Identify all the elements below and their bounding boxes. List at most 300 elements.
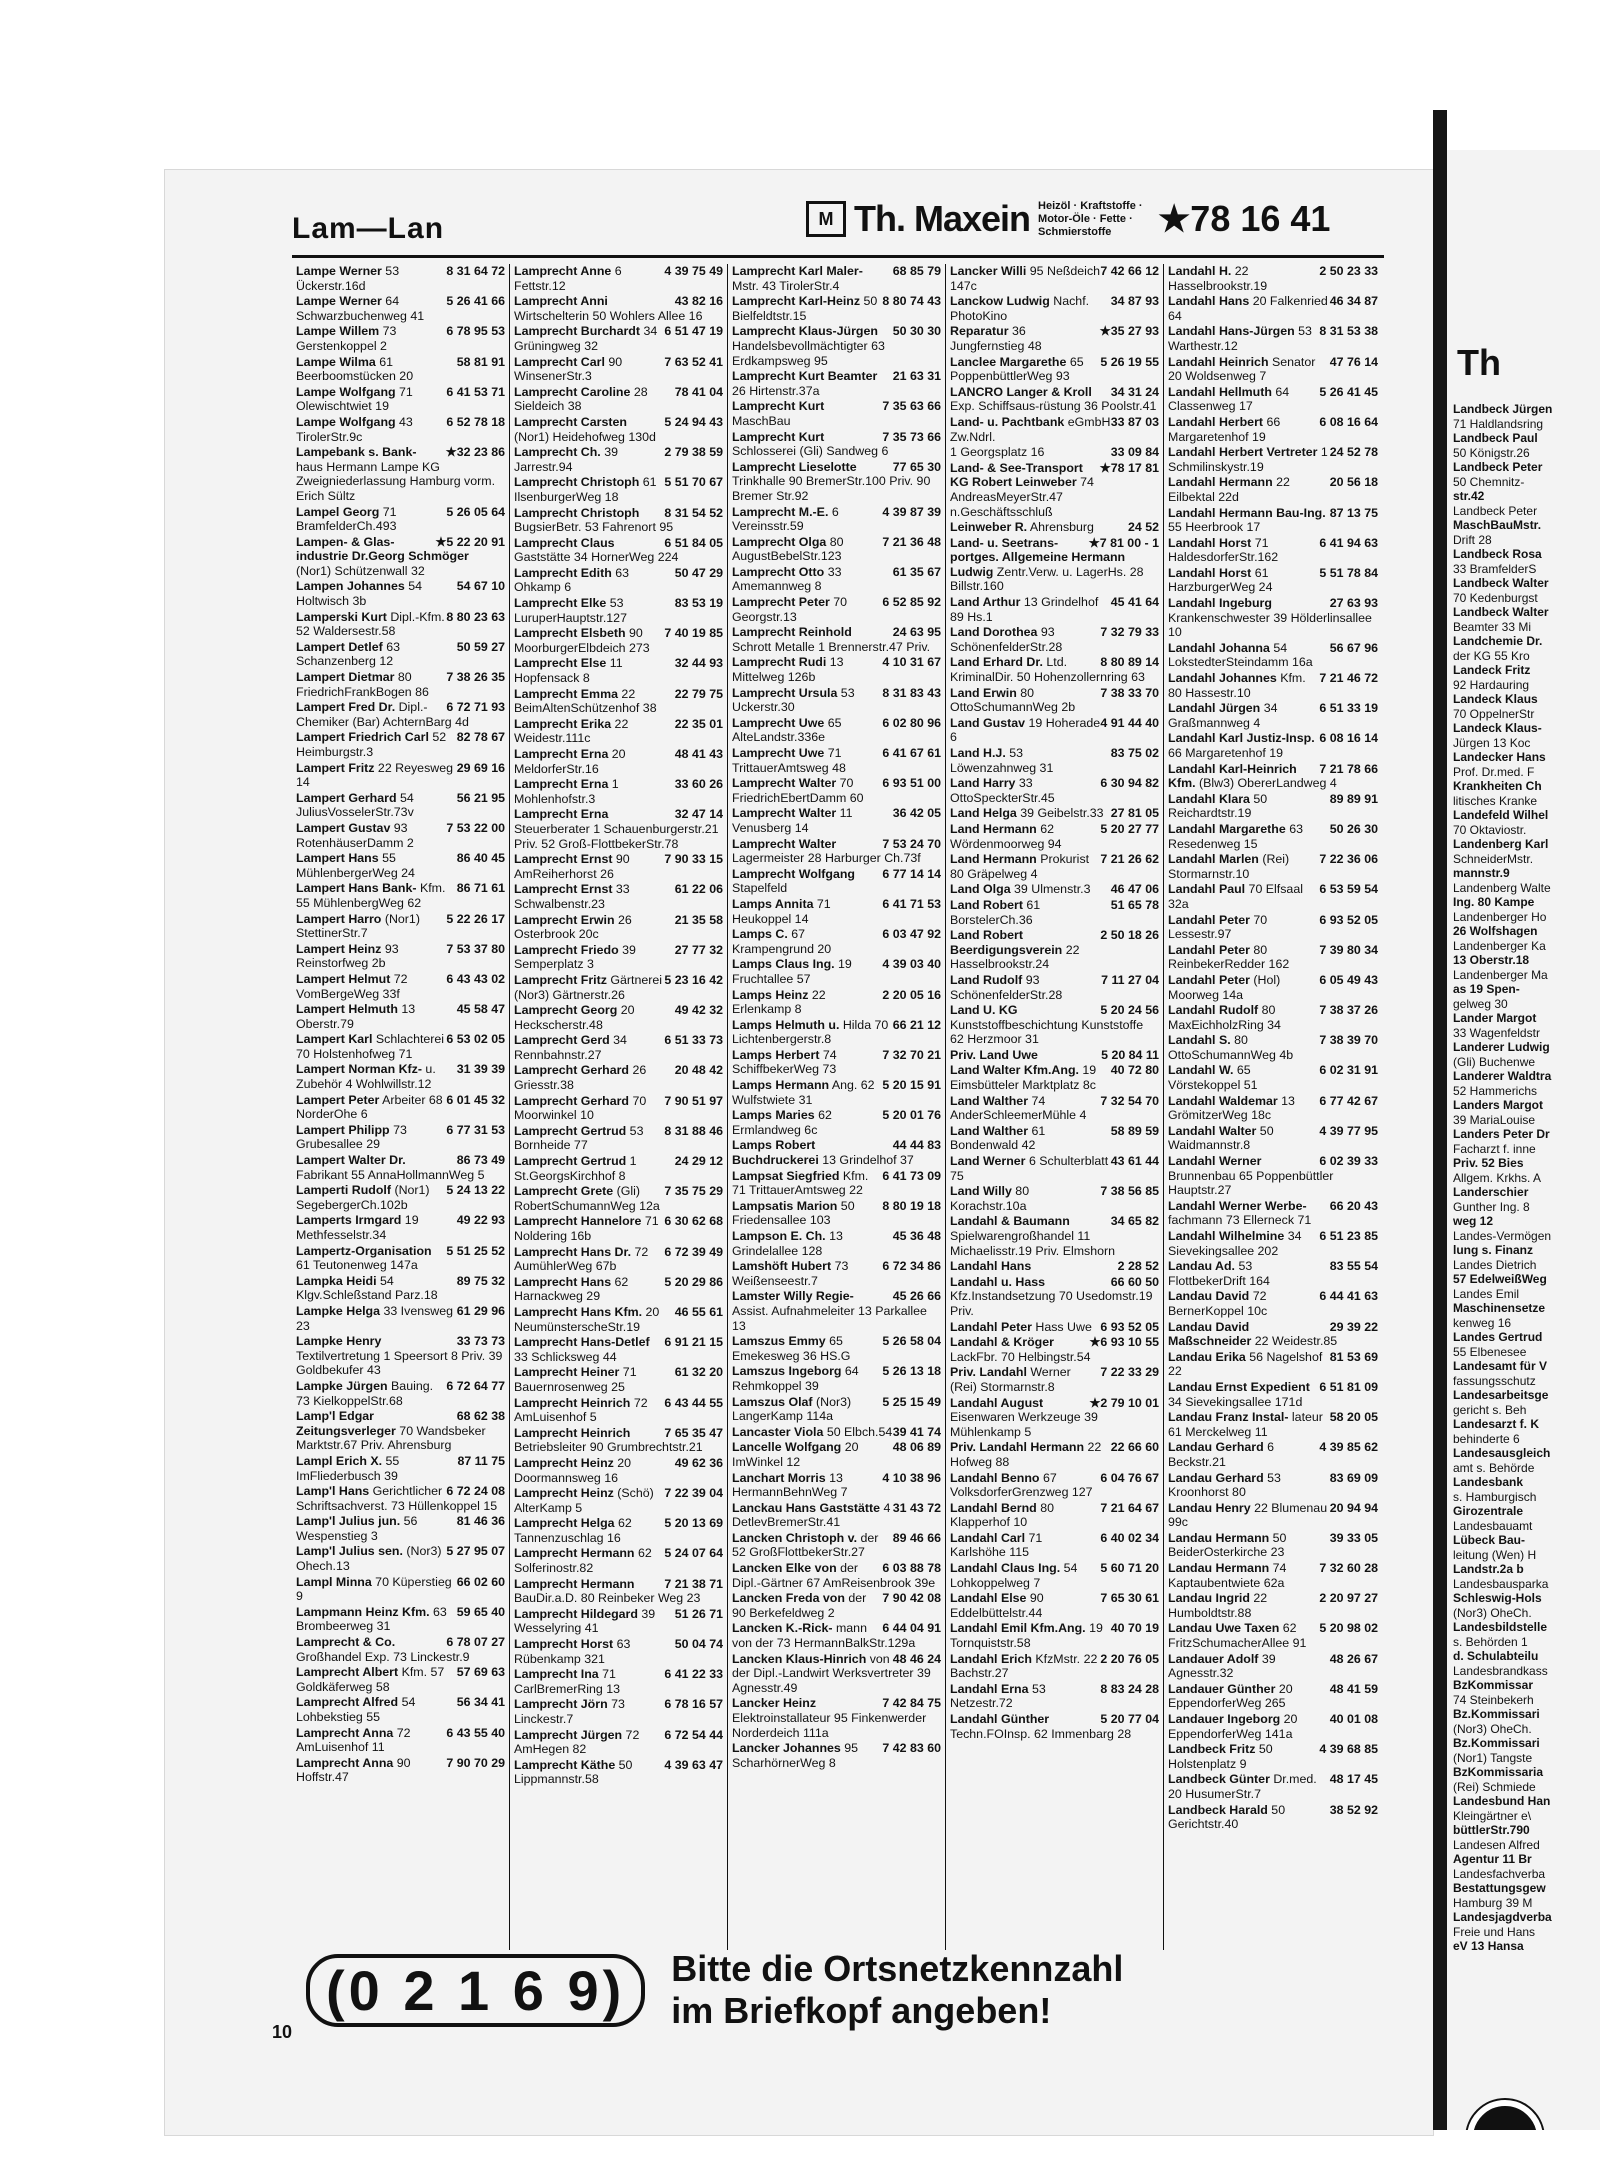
entry-name: Lamprecht Grete: [514, 1184, 614, 1199]
directory-entry: [732, 625, 941, 654]
entry-phone: 7 65 30 61: [1100, 1591, 1159, 1606]
entry-phone: 78 41 04: [674, 384, 723, 399]
directory-entry: [1168, 1003, 1378, 1032]
entry-name: Land Helga: [950, 806, 1017, 821]
entry-detail: 53 Warthestr.12: [1168, 324, 1312, 353]
entry-phone: 8 80 89 14: [1100, 655, 1159, 670]
page-number: 10: [272, 2022, 293, 2042]
entry-name: Lampe Wolfgang: [296, 384, 396, 399]
entry-phone: 6 08 16 64: [1319, 414, 1378, 429]
next-page-line: Landesjagdverba: [1453, 1910, 1552, 1924]
entry-name: Lamprecht Kurt: [732, 399, 825, 414]
directory-entry: [1168, 762, 1378, 791]
next-page-line: Landesfachverba: [1453, 1866, 1546, 1881]
entry-phone: 8 83 24 28: [1100, 1681, 1159, 1696]
entry-detail: Zentr.Verw. u. LagerHs. 28 Billstr.160: [950, 564, 1144, 594]
entry-name: Lanckau Hans Gaststätte: [732, 1500, 881, 1515]
directory-entry: [296, 1213, 505, 1242]
entry-detail: 95 Neßdeich 147c: [950, 264, 1101, 293]
next-page-line: Landesbund Han: [1453, 1794, 1551, 1808]
next-page-line: Freie und Hans: [1453, 1924, 1536, 1939]
next-page-line: Landenberger Ho: [1453, 909, 1547, 924]
entry-name: Landahl H.: [1168, 264, 1232, 278]
entry-name: Lamprecht Fritz: [514, 972, 607, 987]
entry-phone: 47 76 14: [1329, 354, 1378, 369]
entry-detail: 90 WinsenerStr.3: [514, 354, 623, 384]
entry-name: Land Walter Kfm.Ang.: [950, 1063, 1079, 1078]
entry-name: Landahl Waldemar: [1168, 1093, 1278, 1108]
entry-phone: 6 78 16 57: [664, 1697, 723, 1712]
footer-line-1: Bitte die Ortsnetzkennzahl: [671, 1948, 1124, 1989]
entry-phone: 8 80 23 63: [446, 609, 505, 624]
entry-phone: 22 35 01: [674, 716, 723, 731]
entry-name: Landahl u. Hass: [950, 1274, 1046, 1289]
entry-detail: (Rei) Stormarnstr.10: [1168, 852, 1290, 881]
directory-entry: [1168, 1531, 1378, 1560]
directory-entry: [514, 1728, 723, 1757]
entry-name: Lampert Gerhard: [296, 790, 397, 805]
entry-detail: 63 Ohkamp 6: [514, 565, 629, 595]
entry-detail: 33 Schwalbenstr.23: [514, 882, 630, 911]
directory-entry: [514, 1003, 723, 1032]
next-page-line: (Rei) Schmiede: [1453, 1779, 1536, 1794]
entry-phone: 39 33 05: [1329, 1530, 1378, 1545]
directory-entry: [950, 1275, 1159, 1319]
entry-phone: 21 63 31: [892, 369, 941, 384]
next-page-line: leitung (Wen) H: [1453, 1547, 1537, 1562]
entry-detail: Techn.FOInsp. 62 Immenbarg 28: [950, 1726, 1132, 1741]
entry-detail: LackFbr. 70 Helbingstr.54: [950, 1349, 1091, 1364]
entry-phone: 6 41 67 61: [882, 746, 941, 760]
directory-entry: [514, 445, 723, 474]
next-page-line: Jürgen 13 Koc: [1453, 735, 1531, 750]
directory-entry: [296, 1304, 505, 1333]
entry-phone: 6 43 55 40: [446, 1725, 505, 1740]
entry-phone: 44 44 83: [892, 1138, 941, 1153]
entry-phone: 7 21 64 67: [1100, 1500, 1159, 1515]
next-page-line: Beamter 33 Mi: [1453, 619, 1532, 634]
directory-entry: [1168, 1742, 1378, 1771]
ad-phone-number: ★78 16 41: [1158, 198, 1331, 239]
directory-entry: [732, 369, 941, 398]
column-4: [946, 264, 1164, 1950]
next-page-line: 71 Haldlandsring: [1453, 416, 1544, 431]
entry-name: Landahl Wilhelmine: [1168, 1229, 1285, 1243]
entry-phone: 6 04 76 67: [1100, 1470, 1159, 1485]
entry-phone: 6 02 31 91: [1319, 1063, 1378, 1078]
entry-detail: 55 Heerbrook 17: [1168, 520, 1261, 535]
next-page-line: Landesbauamt: [1453, 1518, 1533, 1533]
entry-phone: 7 53 24 70: [882, 836, 941, 851]
entry-name: Landau Gerhard: [1168, 1470, 1264, 1485]
entry-phone: 33 73 73: [456, 1334, 505, 1349]
entry-detail: 50 Gerichtstr.40: [1168, 1802, 1286, 1832]
entry-detail: 62 Wördenmoorweg 94: [950, 821, 1062, 851]
entry-name: Lamperski Kurt: [296, 609, 387, 624]
entry-name: Lampke Henry: [296, 1334, 382, 1349]
directory-entry: [950, 461, 1159, 519]
entry-detail: (Hol) Moorweg 14a: [1168, 972, 1281, 1002]
directory-entry: [514, 1335, 723, 1364]
entry-name: Landahl Emil Kfm.Ang.: [950, 1621, 1086, 1636]
entry-detail: 53 Ückerstr.16d: [296, 264, 400, 293]
entry-phone: 45 58 47: [456, 1002, 505, 1017]
entry-detail: 71 Noldering 16b: [514, 1214, 659, 1243]
directory-entry: [950, 898, 1159, 927]
entry-name: Lamprecht Horst: [514, 1637, 614, 1652]
directory-entry: [732, 1652, 941, 1696]
directory-entry: [514, 1245, 723, 1274]
entry-name: Landahl Herbert: [1168, 414, 1264, 429]
entry-name: Lamprecht Elke: [514, 596, 607, 611]
entry-phone: 5 51 78 84: [1319, 565, 1378, 580]
entry-phone: 34 65 82: [1110, 1214, 1159, 1229]
entry-detail: 71 Bauernrosenweg 25: [514, 1365, 637, 1394]
footer-banner: [306, 1948, 1123, 2032]
entry-name: Lamps Hermann: [732, 1078, 830, 1093]
entry-phone: 5 24 13 22: [446, 1183, 505, 1198]
directory-entry: [950, 1621, 1159, 1650]
entry-detail: Schlosserei (Gli) Sandweg 6: [732, 444, 889, 459]
entry-phone: 6 03 88 78: [882, 1561, 941, 1576]
entry-name: Landauer Günther: [1168, 1681, 1276, 1696]
entry-detail: 19 Tornquiststr.58: [950, 1621, 1103, 1651]
entry-phone: 6 05 49 43: [1319, 972, 1378, 987]
entry-name: Lamprecht Erna: [514, 747, 609, 761]
directory-entry: [950, 1048, 1159, 1063]
directory-entry: [1168, 1199, 1378, 1228]
entry-detail: Schrott Metalle 1 Brennerstr.47 Priv.: [732, 639, 931, 654]
entry-name: Lamprecht Rudi: [732, 655, 827, 670]
next-page-line: der KG 55 Kro: [1453, 648, 1530, 663]
entry-name: Lamprecht Anna: [296, 1755, 394, 1770]
entry-phone: 5 26 19 55: [1100, 354, 1159, 369]
entry-name: Lancken K.-Rick-: [732, 1621, 833, 1636]
entry-name: Landauer Ingeborg: [1168, 1712, 1281, 1726]
directory-entry: [1168, 506, 1378, 535]
entry-name: Lamprecht Lieselotte: [732, 459, 857, 474]
entry-phone: 33 60 26: [674, 777, 723, 792]
directory-entry: [950, 655, 1159, 684]
entry-detail: (Schö) AlterKamp 5: [514, 1486, 654, 1515]
directory-entry: [950, 716, 1159, 745]
entry-name: Lamprecht Otto: [732, 564, 825, 579]
entry-phone: 7 40 19 85: [664, 626, 723, 641]
entry-phone: 2 50 23 33: [1319, 264, 1378, 278]
entry-detail: 62 Harnackweg 29: [514, 1274, 629, 1304]
entry-detail: Fabrikant 55 AnnaHollmannWeg 5: [296, 1167, 485, 1182]
entry-detail: 39 Wesselyring 41: [514, 1606, 656, 1636]
entry-phone: 6 72 54 44: [664, 1727, 723, 1742]
entry-detail: 4 DetlevBremerStr.41: [732, 1500, 891, 1530]
entry-phone: 21 35 58: [674, 912, 723, 927]
entry-name: Lamprecht Kurt Beamter: [732, 369, 878, 384]
entry-name: Priv. Landahl: [950, 1365, 1027, 1380]
directory-entry: [1168, 973, 1378, 1002]
entry-phone: 83 55 54: [1329, 1259, 1378, 1274]
entry-name: Land Erwin: [950, 685, 1017, 700]
entry-name: Land Robert Beerdigungsverein: [950, 928, 1063, 957]
entry-name: Lamprecht Ursula: [732, 685, 838, 700]
entry-detail: 66 Margaretenhof 19: [1168, 414, 1281, 444]
entry-phone: 2 20 05 16: [882, 987, 941, 1002]
next-page-line: 70 Kedenburgst: [1453, 590, 1538, 605]
entry-phone: 51 65 78: [1110, 897, 1159, 912]
directory-entry: [950, 1320, 1159, 1335]
entry-detail: Textilvertretung 1 Speersort 8 Priv. 39 Goldbekufer 43: [296, 1348, 503, 1378]
next-page-line: BzKommissar: [1453, 1678, 1534, 1692]
directory-entry: [732, 1591, 941, 1620]
entry-name: Lamprecht Uwe: [732, 746, 825, 760]
entry-phone: 5 26 13 18: [882, 1364, 941, 1379]
entry-name: Lamprecht Else: [514, 656, 607, 671]
entry-phone: 5 26 41 66: [446, 294, 505, 309]
entry-phone: 6 51 84 05: [664, 535, 723, 550]
entry-name: Lamp'l Julius sen.: [296, 1544, 403, 1559]
directory-entry: [950, 385, 1159, 414]
entry-phone: 48 41 59: [1329, 1681, 1378, 1696]
entry-name: Lamprecht Heiner: [514, 1365, 620, 1380]
entry-detail: Assist. Aufnahmeleiter 13 Parkallee 13: [732, 1303, 927, 1333]
entry-phone: 5 20 29 86: [664, 1274, 723, 1289]
entry-phone: 6 72 24 08: [446, 1484, 505, 1499]
next-page-line: gericht s. Beh: [1453, 1402, 1527, 1417]
entry-phone: 46 34 87: [1329, 294, 1378, 309]
entry-detail: 56 Wespenstieg 3: [296, 1514, 418, 1543]
entry-detail: 22 Hasselbrookstr.24: [950, 942, 1080, 972]
entry-name: Landahl Klara: [1168, 791, 1250, 806]
entry-name: Land Rudolf: [950, 972, 1023, 987]
next-page-line: Landesarbeitsge: [1453, 1388, 1549, 1402]
entry-detail: 70 Elfsaal 32a: [1168, 882, 1303, 911]
entry-phone: 5 20 84 11: [1101, 1047, 1159, 1062]
entry-name: Land Willy: [950, 1184, 1012, 1199]
entry-phone: 7 90 70 29: [446, 1755, 505, 1770]
entry-name: Landau Ingrid: [1168, 1591, 1250, 1606]
entry-name: Landahl Werner Werbe-: [1168, 1198, 1307, 1213]
entry-detail: 72 BernerKoppel 10c: [1168, 1289, 1268, 1318]
directory-entry: [950, 1214, 1159, 1258]
entry-detail: 20 Heckscherstr.48: [514, 1003, 635, 1032]
entry-phone: 48 06 89: [892, 1440, 941, 1455]
entry-name: Land- u. Pachtbank: [950, 414, 1065, 429]
entry-detail: 13 GrömitzerWeg 18c: [1168, 1093, 1295, 1123]
directory-entry: [514, 943, 723, 972]
directory-entry: [732, 1741, 941, 1770]
entry-phone: 6 03 47 92: [882, 927, 941, 942]
entry-phone: 29 69 16: [456, 760, 505, 775]
directory-entry: [1168, 1501, 1378, 1530]
entry-phone: 82 78 67: [456, 730, 505, 745]
entry-detail: Kfm. 80 Hassestr.10: [1168, 671, 1306, 700]
entry-detail: 71 Heukoppel 14: [732, 896, 831, 926]
entry-phone: 4 39 63 47: [664, 1757, 723, 1772]
next-page-line: Bz.Kommissari: [1453, 1707, 1540, 1721]
entry-detail: Ang. 62 Wulfstwiete 31: [732, 1078, 875, 1107]
entry-phone: 6 43 44 55: [664, 1395, 723, 1410]
next-page-line: Landesbank: [1453, 1475, 1524, 1489]
entry-phone: 5 27 95 07: [446, 1544, 505, 1559]
entry-detail: MaschBau: [732, 413, 791, 428]
next-page-line: 50 Königstr.26: [1453, 445, 1530, 460]
next-page-line: Landes Emil: [1453, 1286, 1520, 1301]
entry-name: Lamprecht & Co.: [296, 1635, 396, 1650]
directory-entry: [514, 807, 723, 851]
entry-name: Landahl Marlen: [1168, 852, 1259, 867]
entry-detail: 62 FritzSchumacherAllee 91: [1168, 1621, 1307, 1651]
entry-detail: 22 Hasselbrookstr.19: [1168, 264, 1268, 293]
directory-entry: [296, 1695, 505, 1724]
page-range-heading: Lam—Lan: [292, 212, 445, 245]
entry-detail: 50 Bielfeldtstr.15: [732, 294, 878, 323]
entry-phone: 46 55 61: [674, 1304, 723, 1319]
entry-detail: 34 Sievekingsallee 171d: [1168, 1394, 1303, 1409]
entry-phone: 31 39 39: [456, 1062, 505, 1077]
directory-entry: [1168, 415, 1378, 444]
next-page-line: Drift 28: [1453, 532, 1492, 547]
entry-name: Lamprecht Christoph: [514, 475, 640, 490]
entry-detail: Prokurist 80 Gräpelweg 4: [950, 852, 1090, 881]
entry-detail: mann von der 73 HermannBalkStr.129a: [732, 1621, 916, 1651]
next-page-line: Landefeld Wilhel: [1453, 808, 1549, 822]
entry-name: Land Hermann: [950, 821, 1037, 836]
maxein-advertisement: [806, 198, 1330, 240]
directory-entry: [296, 761, 505, 790]
entry-name: Lampert Fred Dr.: [296, 700, 396, 715]
entry-name: Lancaster Viola: [732, 1424, 824, 1439]
entry-detail: der Dipl.-Gärtner 67 AmReisenbrook 39e: [732, 1561, 936, 1590]
entry-name: Landahl Paul: [1168, 882, 1246, 897]
directory-entry: [296, 1484, 505, 1513]
next-page-line: Landchemie Dr.: [1453, 634, 1543, 648]
entry-phone: 32 44 93: [674, 656, 723, 671]
entry-detail: 56 Nagelshof 22: [1168, 1349, 1323, 1379]
directory-entry: [296, 1635, 505, 1664]
entry-detail: 54 Holtwisch 3b: [296, 579, 423, 609]
directory-entry: [296, 1379, 505, 1408]
entry-detail: u. Zubehör 4 Wohlwillstr.12: [296, 1062, 436, 1092]
entry-phone: 2 20 97 27: [1319, 1591, 1378, 1606]
directory-entry: [950, 264, 1159, 293]
entry-name: Lampsat Siegfried: [732, 1168, 840, 1183]
entry-detail: Eisenwaren Werkzeuge 39 Mühlenkamp 5: [950, 1410, 1098, 1439]
entry-name: Lamprecht Helga: [514, 1516, 615, 1531]
entry-name: Lamprecht Kurt: [732, 429, 825, 444]
entry-phone: 6 30 94 82: [1100, 776, 1159, 791]
entry-detail: 73 Linckestr.7: [514, 1697, 625, 1726]
directory-entry: [514, 656, 723, 685]
next-page-line: Bestattungsgew: [1453, 1881, 1546, 1895]
entry-detail: 74 AndreasMeyerStr.47 n.Geschäftsschluß: [950, 475, 1094, 519]
directory-entry: [950, 1652, 1159, 1681]
entry-phone: 89 89 91: [1329, 791, 1378, 806]
entry-name: Land- & See-Transport KG Robert Leinweber: [950, 460, 1083, 490]
next-page-line: Landesamt für V: [1453, 1359, 1548, 1373]
entry-phone: 50 47 29: [674, 565, 723, 580]
directory-entry: [732, 806, 941, 835]
entry-name: Lamprecht Hans: [514, 1274, 612, 1289]
entry-phone: 83 75 02: [1110, 746, 1159, 760]
directory-entry: [1168, 1682, 1378, 1711]
directory-entry: [732, 1289, 941, 1333]
entry-detail: 50 Friedensallee 103: [732, 1198, 855, 1228]
entry-phone: 34 31 24: [1110, 384, 1159, 399]
next-page-line: weg 12: [1453, 1214, 1494, 1228]
entry-phone: 7 32 60 28: [1319, 1561, 1378, 1576]
entry-name: Lampert Walter Dr.: [296, 1153, 406, 1168]
directory-entry: [296, 912, 505, 941]
entry-detail: 19 Fruchtallee 57: [732, 957, 852, 986]
entry-name: Lanclee Margarethe: [950, 354, 1067, 369]
entry-name: Lamprecht Heinz: [514, 1455, 614, 1470]
entry-detail: 19 Hoherade 6: [950, 715, 1101, 745]
entry-detail: 13 Grindelhof 89 Hs.1: [950, 595, 1099, 624]
entry-detail: 93 RotenhäuserDamm 2: [296, 820, 414, 850]
entry-name: Lamprecht Albert: [296, 1665, 399, 1680]
entry-detail: 43 TirolerStr.9c: [296, 414, 413, 444]
entry-name: Landahl Heinrich: [1168, 354, 1269, 369]
entry-phone: 7 35 63 66: [882, 399, 941, 414]
entry-detail: BauDir.a.D. 80 Reinbeker Weg 23: [514, 1591, 701, 1606]
entry-detail: 54 Lohkoppelweg 7: [950, 1561, 1078, 1590]
directory-entry: [514, 717, 723, 746]
entry-name: Lampsatis Marion: [732, 1198, 838, 1213]
entry-detail: 63 Rübenkamp 321: [514, 1637, 631, 1666]
directory-entry: [732, 535, 941, 564]
entry-name: Land U. KG: [950, 1003, 1018, 1018]
entry-detail: 20 Falkenried 64: [1168, 294, 1328, 323]
entry-detail: Stapelfeld: [732, 881, 788, 896]
entry-name: Landahl Herbert Vertreter: [1168, 445, 1318, 460]
directory-entry: [732, 1334, 941, 1363]
entry-name: Lampka Heidi: [296, 1273, 377, 1288]
directory-entry: [950, 1531, 1159, 1560]
entry-phone: 7 90 33 15: [664, 852, 723, 867]
entry-phone: 6 51 23 85: [1319, 1229, 1378, 1243]
entry-phone: 5 24 94 43: [664, 414, 723, 429]
entry-detail: 53 Bornheide 77: [514, 1123, 644, 1153]
directory-entry: [514, 1063, 723, 1092]
entry-detail: 20 MeldorferStr.16: [514, 747, 626, 776]
entry-phone: 6 44 04 91: [882, 1621, 941, 1636]
entry-detail: 53 Uckerstr.30: [732, 685, 855, 715]
entry-name: Landahl Johanna: [1168, 640, 1270, 655]
entry-name: Lamprecht Friedo: [514, 942, 619, 957]
entry-name: Landahl Peter: [1168, 912, 1250, 927]
entry-name: Landahl Claus Ing.: [950, 1561, 1061, 1576]
entry-name: Lampert Dietmar: [296, 670, 395, 685]
entry-detail: 20 ImWinkel 12: [732, 1440, 859, 1469]
entry-detail: 80 MaxEichholzRing 34: [1168, 1003, 1281, 1032]
entry-name: Lamprecht Ch.: [514, 445, 601, 460]
entry-phone: 6 78 07 27: [446, 1635, 505, 1650]
entry-phone: 7 42 84 75: [882, 1696, 941, 1711]
directory-entry: [514, 294, 723, 323]
next-page-line: kenweg 16: [1453, 1315, 1512, 1330]
entry-detail: 55 MühlenbergerWeg 24: [296, 851, 415, 880]
directory-entry: [732, 399, 941, 428]
entry-detail: 80 ReinbekerRedder 162: [1168, 942, 1290, 972]
directory-entry: [296, 1062, 505, 1091]
directory-entry: [1168, 1591, 1378, 1620]
entry-phone: 50 04 74: [674, 1637, 723, 1652]
entry-detail: 22 Humboldtstr.88: [1168, 1591, 1268, 1620]
directory-entry: [514, 1456, 723, 1485]
entry-name: Lancelle Wolfgang: [732, 1440, 842, 1455]
entry-name: Landahl Günther: [950, 1712, 1050, 1726]
entry-phone: 6 53 02 05: [446, 1032, 505, 1047]
next-page-line: 52 Hammerichs: [1453, 1083, 1538, 1098]
